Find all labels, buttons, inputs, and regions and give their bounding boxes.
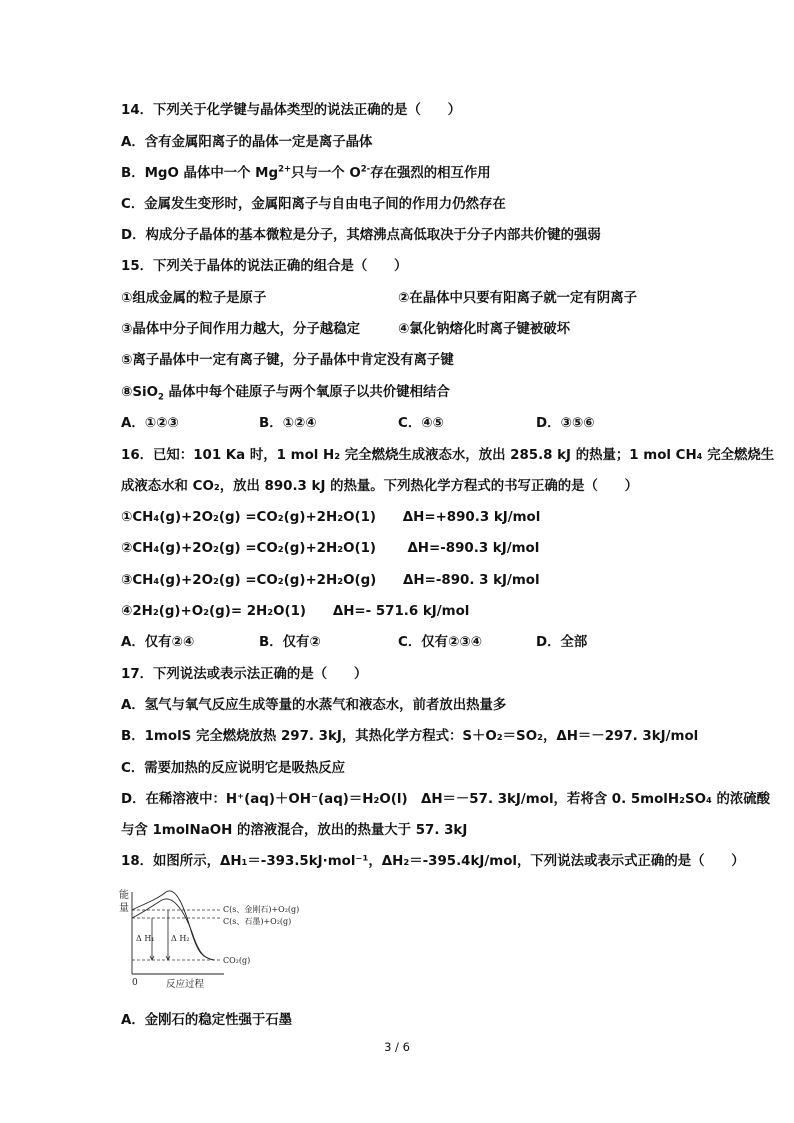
x-axis-label: 反应过程 [166,979,205,990]
q15-statement-5: ⑤离子晶体中一定有离子键，分子晶体中肯定没有离子键 [121,353,454,368]
q15-option-b: B．①②④ [259,416,317,431]
q15-option-c: C．④⑤ [398,416,444,431]
graphite-reaction-curve [132,899,214,960]
q18-stem: 18．如图所示，ΔH₁＝-393.5kJ·mol⁻¹，ΔH₂＝-395.4kJ/mol，下列说法或表示式正确的是（ ） [121,854,745,869]
q17-option-d-line1: D．在稀溶液中：H⁺(aq)＋OH⁻(aq)＝H₂O(l) ΔH＝－57. 3kJ/mol，若将含 0. 5molH₂SO₄ 的浓硫酸 [121,792,771,807]
q15-statement-6: ⑧SiO$_2$ 晶体中每个硅原子与两个氧原子以共价键相结合 [121,385,450,403]
q16-option-b: B．仅有② [259,635,321,650]
q15-statement-2: ②在晶体中只要有阳离子就一定有阴离子 [398,291,637,306]
q17-option-a: A．氢气与氧气反应生成等量的水蒸气和液态水，前者放出热量多 [121,698,507,713]
q15-stem: 15．下列关于晶体的说法正确的组合是（ ） [121,259,408,274]
dh2-label: Δ H₂ [171,934,190,943]
q18-option-a: A．金刚石的稳定性强于石墨 [121,1013,293,1028]
dh1-label: Δ H₁ [136,934,155,943]
q16-equation-3: ③CH₄(g)+2O₂(g) =CO₂(g)+2H₂O(g) ΔH=-890. 3 kJ/mol [121,573,540,588]
y-axis-label-1: 能 [119,890,129,901]
q16-option-d: D．全部 [536,635,588,650]
q15-statement-1: ①组成金属的粒子是原子 [121,291,267,306]
co2-label: CO₂(g) [223,956,251,965]
q16-option-a: A．仅有②④ [121,635,195,650]
q17-option-d-line2: 与含 1molNaOH 的溶液混合，放出的热量大于 57. 3kJ [121,823,468,838]
q15-option-d: D．③⑤⑥ [536,416,595,431]
q16-stem-line2: 成液态水和 CO₂，放出 890.3 kJ 的热量。下列热化学方程式的书写正确的是（ ） [121,479,639,494]
q14-stem: 14．下列关于化学键与晶体类型的说法正确的是（ ） [121,103,462,118]
q14-option-d: D．构成分子晶体的基本微粒是分子，其熔沸点高低取决于分子内部共价键的强弱 [121,228,601,243]
q14-option-b: B．MgO 晶体中一个 $Mg^{2+}$只与一个 $O^{2-}$存在强烈的相互作用 [121,164,491,181]
q15-option-a: A．①②③ [121,416,179,431]
diamond-label: C(s、金刚石)+O₂(g) [223,905,300,914]
page-number: 3 / 6 [384,1040,410,1054]
q17-option-b: B．1molS 完全燃烧放热 297. 3kJ，其热化学方程式：S＋O₂＝SO₂，ΔH＝－297. 3kJ/mol [121,729,699,744]
q14-option-a: A．含有金属阳离子的晶体一定是离子晶体 [121,135,373,150]
q16-stem-line1: 16．已知：101 Ka 时，1 mol H₂ 完全燃烧生成液态水，放出 285.8 kJ 的热量；1 mol CH₄ 完全燃烧生 [121,448,775,463]
graphite-label: C(s、石墨)+O₂(g) [223,917,292,926]
q15-statement-3: ③晶体中分子间作用力越大，分子越稳定 [121,322,360,337]
q16-equation-4: ④2H₂(g)+O₂(g)= 2H₂O(1) ΔH=- 571.6 kJ/mol [121,604,470,619]
q15-statement-4: ④氯化钠熔化时离子键被破坏 [398,322,571,337]
q17-stem: 17．下列说法或表示法正确的是（ ） [121,667,368,682]
q16-equation-2: ②CH₄(g)+2O₂(g) =CO₂(g)+2H₂O(1) ΔH=-890.3 kJ/mol [121,541,540,556]
q17-option-c: C．需要加热的反应说明它是吸热反应 [121,761,346,776]
q16-equation-1: ①CH₄(g)+2O₂(g) =CO₂(g)+2H₂O(1) ΔH=+890.3 kJ/mol [121,510,541,525]
energy-diagram [118,884,308,990]
origin-label: 0 [132,978,138,988]
q14-option-c: C．金属发生变形时，金属阳离子与自由电子间的作用力仍然存在 [121,197,506,212]
y-axis-label-2: 量 [119,903,129,914]
q16-option-c: C．仅有②③④ [398,635,483,650]
